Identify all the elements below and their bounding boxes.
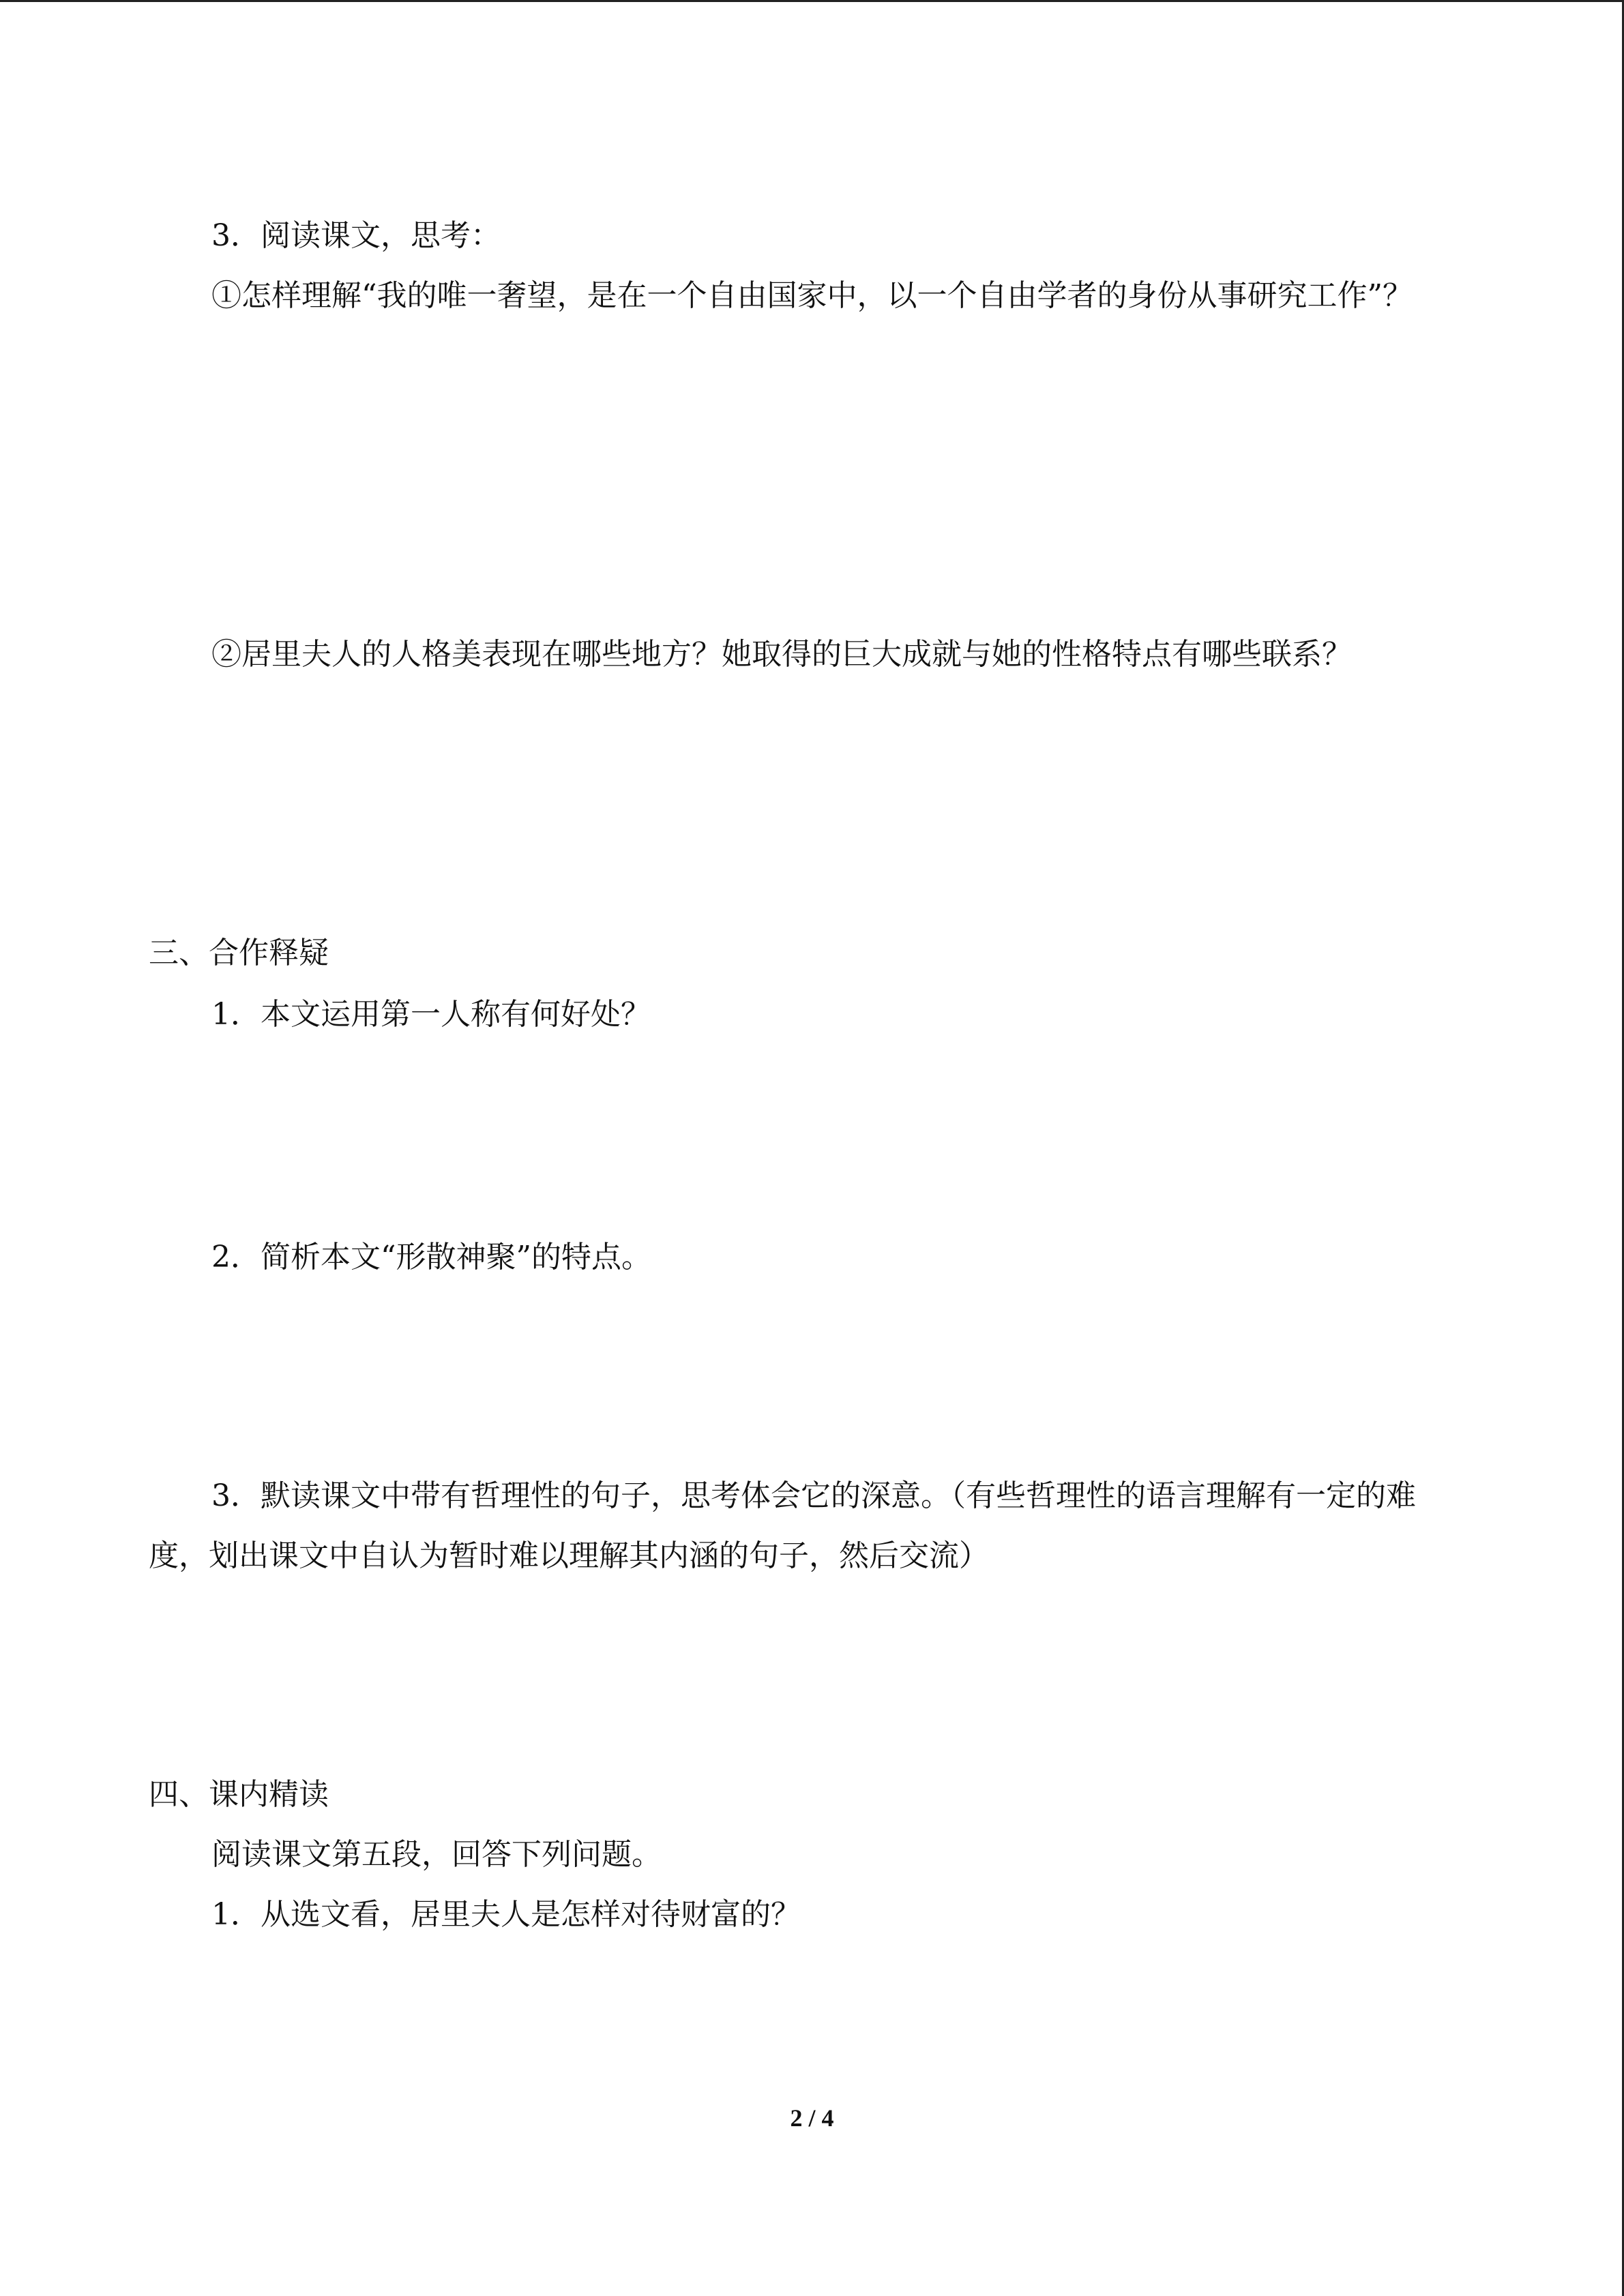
section-4-question-1: 1．从选文看，居里夫人是怎样对待财富的？ [211, 1897, 801, 1932]
section-3-question-1: 1．本文运用第一人称有何好处？ [211, 997, 651, 1032]
reading-question-3: 3．阅读课文，思考： [211, 218, 501, 253]
section-3-question-2: 2．简析本文“形散神聚”的特点。 [211, 1240, 651, 1274]
section-4-title: 四、课内精读 [149, 1777, 329, 1812]
section-4-instruction: 阅读课文第五段，回答下列问题。 [211, 1837, 662, 1872]
reading-question-3-item-2: ②居里夫人的人格美表现在哪些地方？她取得的巨大成就与她的性格特点有哪些联系？ [211, 637, 1352, 672]
reading-question-3-item-1: ①怎样理解“我的唯一奢望，是在一个自由国家中，以一个自由学者的身份从事研究工作”？ [211, 278, 1413, 313]
section-3-title: 三、合作释疑 [149, 936, 329, 970]
page-number: 2 / 4 [790, 2104, 834, 2132]
section-3-question-3: 3．默读课文中带有哲理性的句子，思考体会它的深意。（有些哲理性的语言理解有一定的难度，划出课文中自认为暂时难以理解其内涵的句子，然后交流） [149, 1478, 1416, 1573]
